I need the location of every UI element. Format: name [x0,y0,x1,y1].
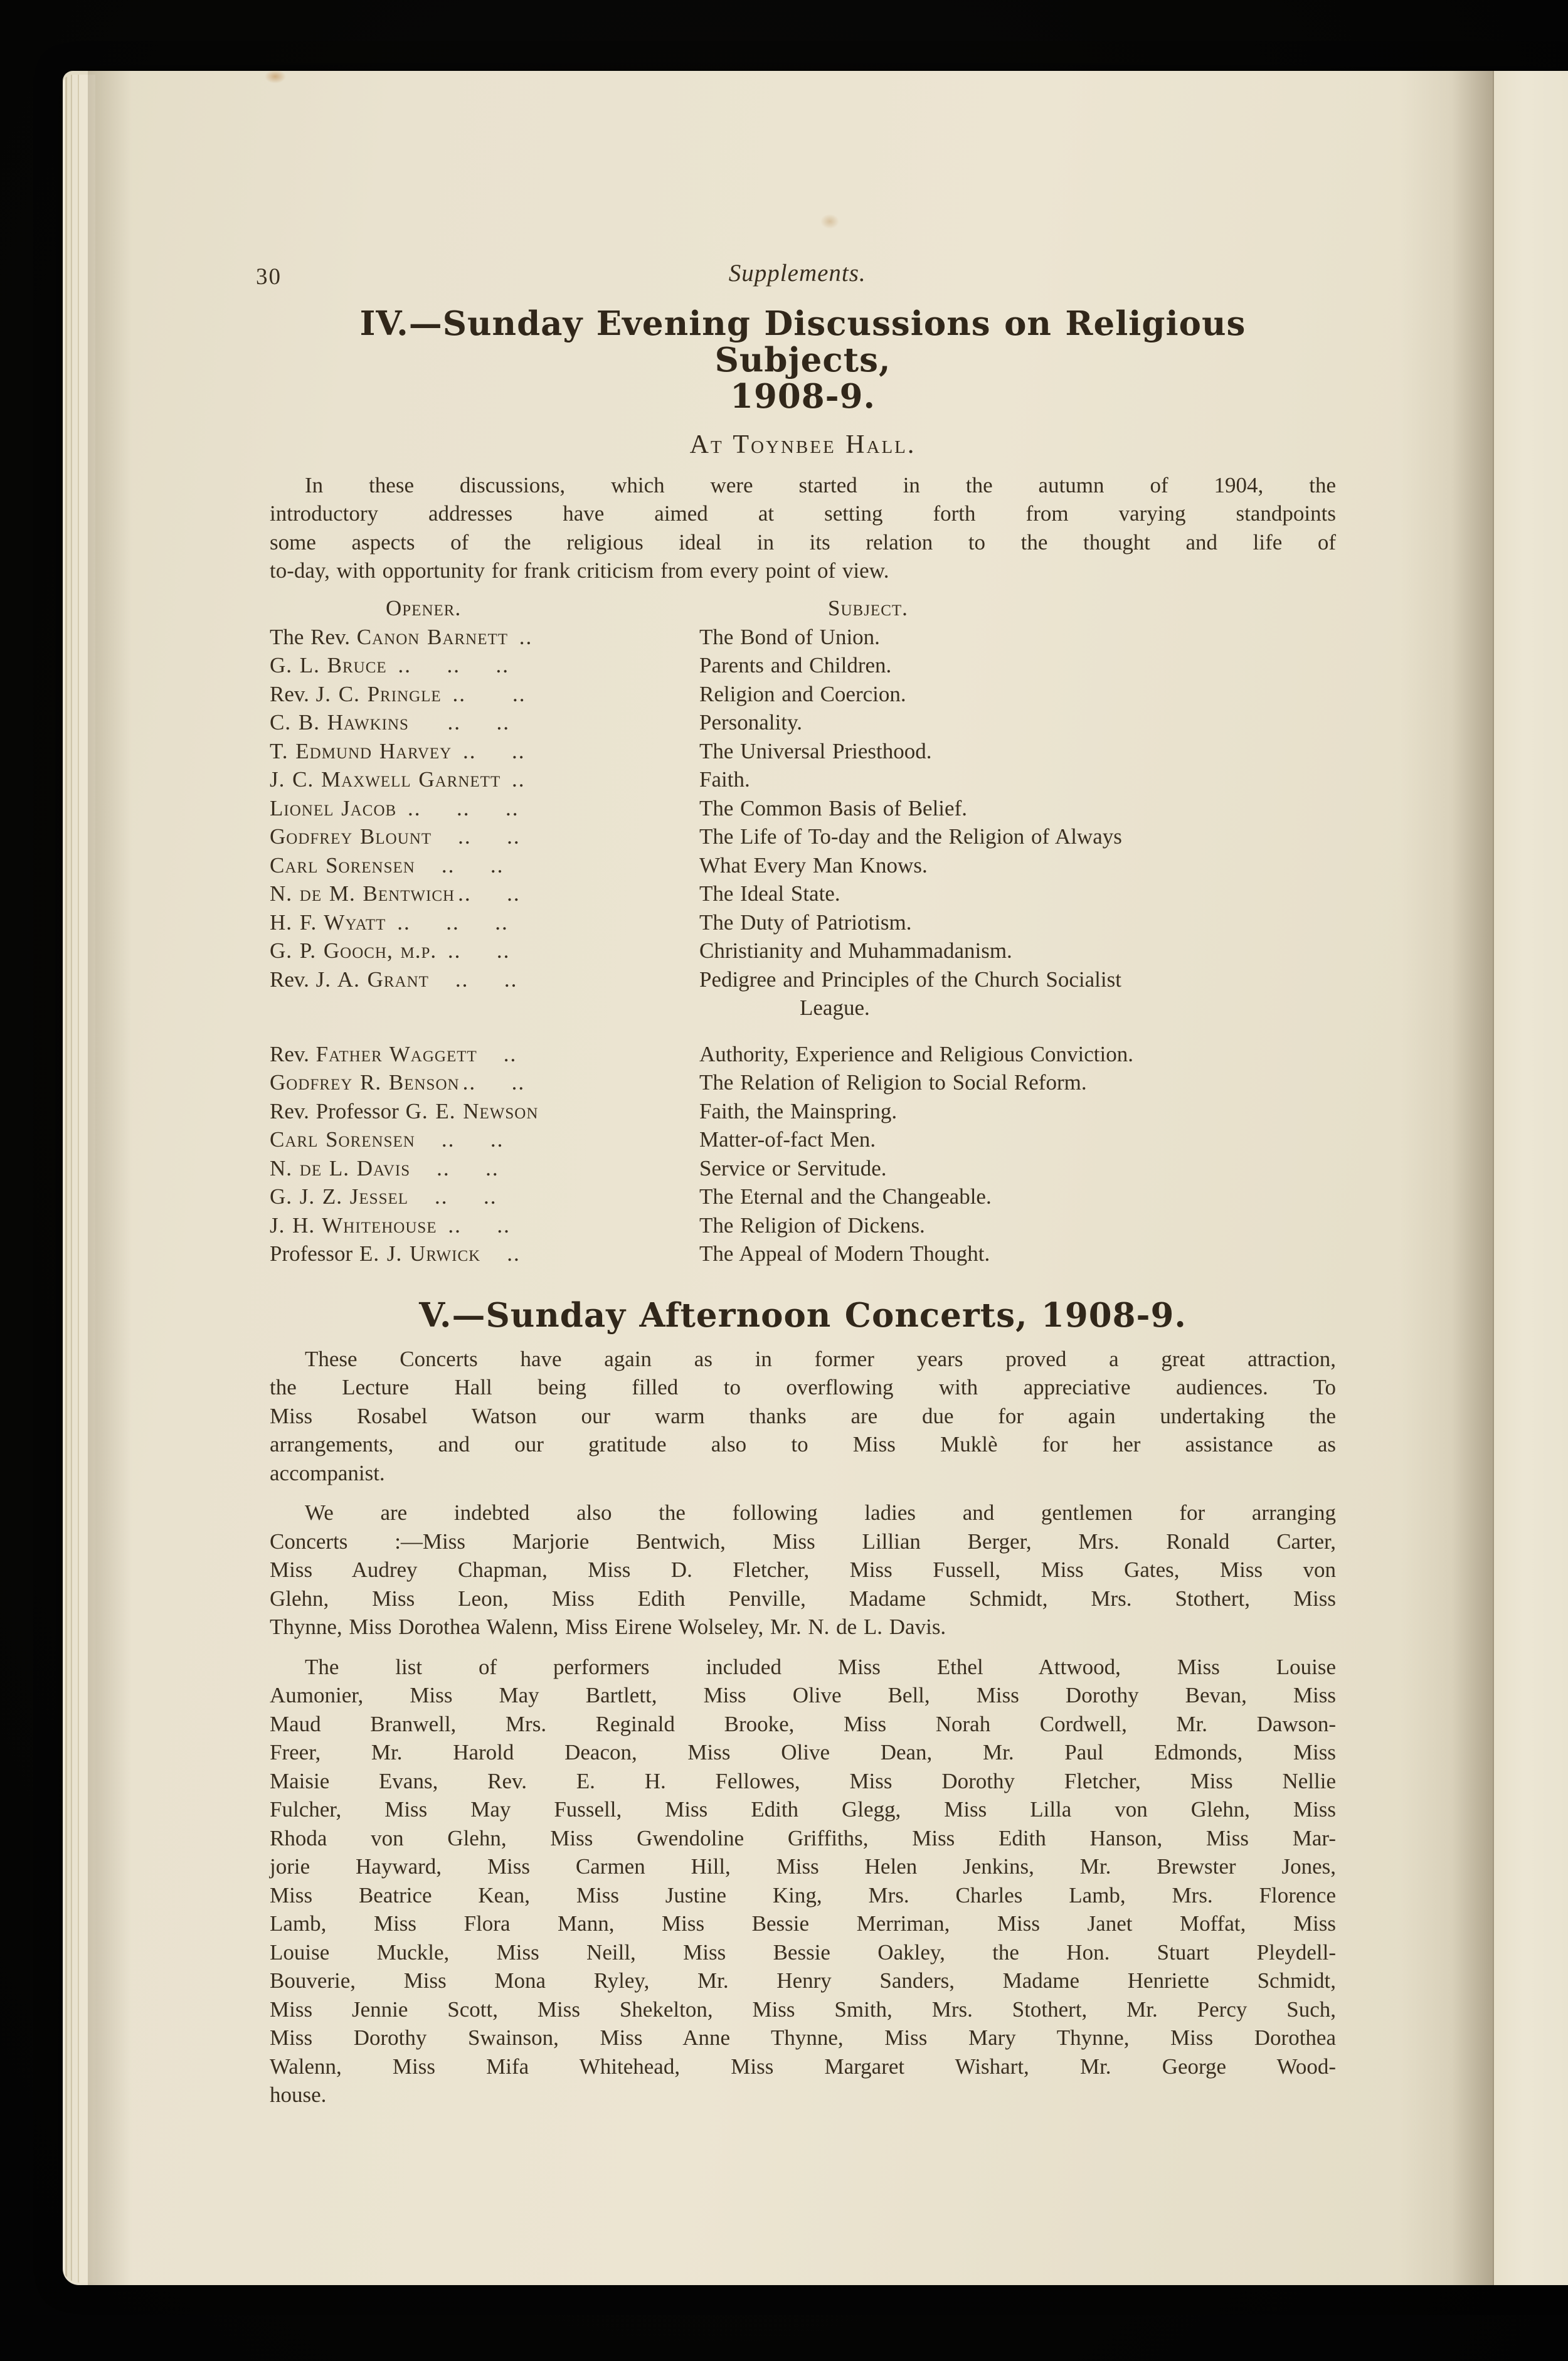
section5-title: V.—Sunday Afternoon Concerts, 1908-9. [419,1295,1187,1335]
subject-text: The Bond of Union. [699,624,880,649]
opener-cell [270,1040,699,1069]
text-line: Miss Jennie Scott, Miss Shekelton, Miss Smith, Mrs. Stothert, Mr. Percy Such, [270,1997,1336,2022]
subject-cell [699,794,1336,823]
subject-text: Matter-of-fact Men. [699,1127,876,1152]
table-row [270,1239,1336,1268]
table-column-headers [270,594,1336,623]
subject-text: The Eternal and the Changeable. [699,1184,992,1209]
leader-dots: .. [480,1041,517,1066]
opener-name: G. E. Newson [405,1098,539,1123]
text-line: In these discussions, which were started in the autumn of 1904, the [305,472,1336,497]
text-line: Rhoda von Glehn, Miss Gwendoline Griffiths, Miss Edith Hanson, Miss Mar- [270,1825,1336,1850]
subject-text: The Ideal State. [699,881,840,906]
running-header-title: Supplements. [728,260,866,287]
opener-cell [270,822,699,851]
opener-cell [270,1239,699,1268]
leader-dots: .. .. .. [389,653,509,677]
text-line: Thynne, Miss Dorothea Walenn, Miss Eirene Wolseley, Mr. N. de L. Davis. [270,1615,946,1639]
opener-cell [270,765,699,794]
opener-name: G. J. Z. Jessel [270,1184,409,1209]
opener-cell [270,623,699,652]
subject-text: Faith, the Mainspring. [699,1098,898,1123]
text-line: Louise Muckle, Miss Neill, Miss Bessie Oakley, the Hon. Stuart Pleydell- [270,1939,1336,1965]
text-line: Miss Dorothy Swainson, Miss Anne Thynne, Miss Mary Thynne, Miss Dorothea [270,2025,1336,2050]
text-line: We are indebted also the following ladies and gentlemen for arranging [305,1500,1336,1525]
text-line: Lamb, Miss Flora Mann, Miss Bessie Merriman, Miss Janet Moffat, Miss [270,1911,1336,1936]
opener-name: Canon Barnett [356,624,509,649]
table-row [270,822,1336,851]
table-row [270,851,1336,880]
subject-cell [699,1239,1336,1268]
text-line: Freer, Mr. Harold Deacon, Miss Olive Dean, Mr. Paul Edmonds, Miss [270,1740,1336,1764]
subject-cell [699,1182,1336,1211]
subject-text: Authority, Experience and Religious Conviction. [699,1041,1133,1066]
discussion-table [270,623,1336,1268]
subject-text: Parents and Children. [699,653,892,677]
opener-name: N. de M. Bentwich [270,881,455,906]
opener-prefix: Professor [270,1241,359,1266]
subject-text: The Life of To-day and the Religion of Always [699,824,1122,849]
table-row [270,680,1336,709]
running-head [256,259,1336,292]
opener-cell [270,908,699,937]
subject-text: The Appeal of Modern Thought. [699,1241,990,1266]
leader-dots: .. .. [413,1155,499,1180]
page-gutter-fold [1400,71,1494,2285]
text-line: to-day, with opportunity for frank criticism from every point of view. [270,558,889,583]
opener-cell [270,1125,699,1154]
text-line: accompanist. [270,1460,385,1485]
table-row [270,623,1336,652]
opener-column-header: Opener. [386,595,462,620]
table-row [270,1097,1336,1126]
opener-name: Godfrey R. Benson [270,1070,460,1095]
opener-name: G. P. Gooch, m.p. [270,938,437,963]
table-row [270,765,1336,794]
text-line: some aspects of the religious ideal in its relation to the thought and life of [270,529,1336,554]
subject-cell [699,1211,1336,1240]
opener-name: Carl Sorensen [270,1127,415,1152]
opener-cell [270,965,699,994]
table-row [270,794,1336,823]
opener-cell [270,1211,699,1240]
leader-dots: .. .. [455,738,526,763]
opener-name: J. C. Maxwell Garnett [270,767,501,792]
leader-dots: .. .. [411,1184,497,1209]
book-page [63,71,1568,2285]
table-row [270,1040,1336,1069]
page-edge-shadow [88,71,132,2285]
subject-text: Religion and Coercion. [699,681,906,706]
opener-cell [270,737,699,766]
section4-intro-paragraph [270,471,1336,585]
leader-dots: .. .. [418,852,504,878]
opener-prefix: Rev. [270,1041,316,1066]
opener-name: C. B. Hawkins [270,710,409,735]
adjacent-page-edge [1493,71,1568,2285]
text-line: the Lecture Hall being filled to overflowing with appreciative audiences. To [270,1375,1336,1399]
subject-cell [699,651,1336,680]
opener-cell [270,1068,699,1097]
subject-column-header: Subject. [828,595,908,620]
table-row [270,708,1336,737]
subject-cell [699,1097,1336,1126]
section5-paragraph-3 [270,1653,1336,2109]
subject-cell [699,879,1336,908]
subject-text: Christianity and Muhammadanism. [699,938,1012,963]
text-line: house. [270,2082,327,2107]
leader-dots: .. [504,767,526,792]
subject-text-continued: League. [800,995,870,1020]
subject-cell [699,1040,1336,1069]
opener-name: Father Waggett [315,1041,477,1066]
subject-cell [699,1125,1336,1154]
page-number: 30 [256,264,282,290]
text-line: Concerts :—Miss Marjorie Bentwich, Miss Lillian Berger, Mrs. Ronald Carter, [270,1529,1336,1554]
text-line: Miss Rosabel Watson our warm thanks are due for again undertaking the [270,1403,1336,1428]
subject-cell [699,765,1336,794]
subject-cell [699,1068,1336,1097]
text-line: Miss Audrey Chapman, Miss D. Fletcher, Miss Fussell, Miss Gates, Miss von [270,1557,1336,1582]
opener-cell [270,879,699,908]
table-row [270,879,1336,908]
subject-text: Faith. [699,767,750,792]
text-line: Maisie Evans, Rev. E. H. Fellowes, Miss Dorothy Fletcher, Miss Nellie [270,1768,1336,1793]
subject-cell [699,851,1336,880]
table-row [270,1182,1336,1211]
leader-dots: .. [484,1241,521,1266]
text-line: Miss Beatrice Kean, Miss Justine King, Mrs. Charles Lamb, Mrs. Florence [270,1882,1336,1907]
subject-text: What Every Man Knows. [699,852,928,878]
leader-dots: .. .. [462,1070,526,1095]
text-line: introductory addresses have aimed at setting forth from varying standpoints [270,501,1336,526]
section4-title [270,305,1336,415]
table-row [270,651,1336,680]
opener-name: T. Edmund Harvey [270,738,452,763]
opener-name: J. A. Grant [315,967,429,992]
subject-cell [699,737,1336,766]
subject-cell [699,908,1336,937]
leader-dots: .. .. [435,824,521,849]
subject-text: The Common Basis of Belief. [699,795,967,820]
subject-text: Service or Servitude. [699,1155,887,1180]
opener-name: E. J. Urwick [359,1241,481,1266]
leader-dots: .. .. [444,681,526,706]
opener-name: Godfrey Blount [270,824,432,849]
text-line: Walenn, Miss Mifa Whitehead, Miss Margaret Wishart, Mr. George Wood- [270,2054,1336,2079]
leader-dots: .. .. [440,938,511,963]
opener-cell [270,651,699,680]
section4-title-line1: IV.—Sunday Evening Discussions on Religious Subjects, [359,304,1246,379]
opener-cell [270,1182,699,1211]
text-line: jorie Hayward, Miss Carmen Hill, Miss Helen Jenkins, Mr. Brewster Jones, [270,1854,1336,1879]
opener-cell [270,708,699,737]
leader-dots: .. [511,624,533,649]
subject-cell [699,1154,1336,1183]
leader-dots: .. .. .. [389,910,509,935]
leader-dots: .. .. [432,967,518,992]
subject-cell [699,680,1336,709]
table-row [270,737,1336,766]
opener-name: Lionel Jacob [270,795,397,820]
table-row [270,1125,1336,1154]
opener-prefix: Rev. [270,967,316,992]
opener-prefix: Rev. [270,681,316,706]
subject-text: The Relation of Religion to Social Reform. [699,1070,1087,1095]
subject-text: The Duty of Patriotism. [699,910,912,935]
text-line: Maud Branwell, Mrs. Reginald Brooke, Miss Norah Cordwell, Mr. Dawson- [270,1711,1336,1736]
section5-paragraph-1 [270,1345,1336,1488]
subject-text: Pedigree and Principles of the Church Socialist [699,967,1121,992]
table-row [270,965,1336,1022]
subject-text: Personality. [699,710,802,735]
opener-name: G. L. Bruce [270,653,387,677]
opener-name: Carl Sorensen [270,852,415,878]
opener-cell [270,1097,699,1126]
opener-prefix: The Rev. [270,624,357,649]
opener-cell [270,936,699,965]
text-line: The list of performers included Miss Ethel Attwood, Miss Louise [305,1654,1336,1679]
opener-cell [270,851,699,880]
leader-dots: .. .. [440,1212,511,1238]
opener-name: N. de L. Davis [270,1155,411,1180]
subject-cell [699,708,1336,737]
table-row [270,1154,1336,1183]
subject-text: The Religion of Dickens. [699,1212,925,1238]
section5-paragraph-2 [270,1499,1336,1642]
opener-cell [270,1154,699,1183]
fox-stain [265,70,286,83]
subject-text: The Universal Priesthood. [699,738,932,763]
opener-prefix: Rev. Professor [270,1098,406,1123]
section4-subtitle: At Toynbee Hall. [689,430,916,459]
text-line: These Concerts have again as in former years proved a great attraction, [305,1346,1336,1371]
leader-dots: .. .. .. [400,795,519,820]
table-row [270,1068,1336,1097]
subject-cell [699,936,1336,965]
leader-dots: .. .. [458,881,521,906]
subject-cell [699,623,1336,652]
leader-dots: .. .. [418,1127,504,1152]
text-line: arrangements, and our gratitude also to Miss Muklè for her assistance as [270,1432,1336,1456]
opener-name: J. C. Pringle [315,681,442,706]
fox-stain [820,214,839,229]
leader-dots: .. .. [411,710,510,735]
subject-cell [699,822,1336,851]
opener-name: J. H. Whitehouse [270,1212,437,1238]
text-line: Glehn, Miss Leon, Miss Edith Penville, Madame Schmidt, Mrs. Stothert, Miss [270,1586,1336,1611]
opener-name: H. F. Wyatt [270,910,386,935]
subject-cell [699,965,1336,1022]
text-line: Aumonier, Miss May Bartlett, Miss Olive Bell, Miss Dorothy Bevan, Miss [270,1683,1336,1707]
text-line: Fulcher, Miss May Fussell, Miss Edith Glegg, Miss Lilla von Glehn, Miss [270,1797,1336,1822]
text-line: Bouverie, Miss Mona Ryley, Mr. Henry Sanders, Madame Henriette Schmidt, [270,1968,1336,1993]
page-content [256,259,1336,2109]
opener-cell [270,680,699,709]
table-row [270,936,1336,965]
table-row [270,908,1336,937]
opener-cell [270,794,699,823]
table-row [270,1211,1336,1240]
section4-title-line2: 1908-9. [730,377,876,416]
